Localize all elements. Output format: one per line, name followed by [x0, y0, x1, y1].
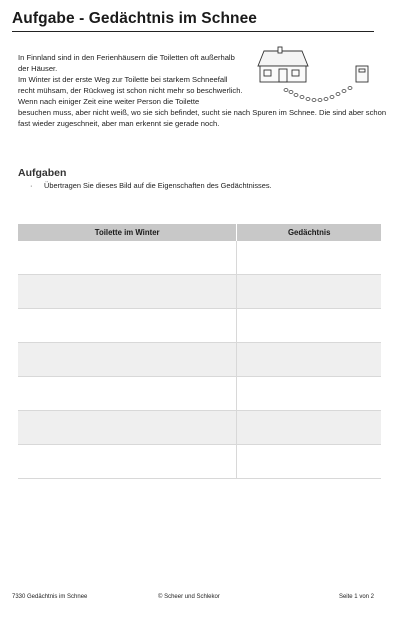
bullet-point: · [30, 181, 33, 190]
table-row [18, 411, 381, 445]
intro-paragraph-1: In Finnland sind in den Ferienhäusern die Toiletten oft außerhalb der Häuser. [18, 53, 235, 73]
table-row [18, 275, 381, 309]
table-row [18, 377, 381, 411]
table-cell[interactable] [18, 377, 237, 411]
table-cell[interactable] [237, 445, 381, 479]
house-icon [258, 47, 308, 82]
table-cell[interactable] [18, 445, 237, 479]
table-row [18, 309, 381, 343]
page-title: Aufgabe - Gedächtnis im Schnee [12, 10, 258, 27]
table-cell[interactable] [18, 309, 237, 343]
title-divider [12, 31, 374, 32]
table-row [18, 343, 381, 377]
house-and-toilet-illustration [252, 44, 382, 110]
comparison-table [18, 224, 381, 479]
table-cell[interactable] [237, 411, 381, 445]
table-cell[interactable] [237, 275, 381, 309]
intro-paragraph-3a: Wenn nach einiger Zeit eine weiter Person die Toilette [18, 97, 200, 106]
footer-page-number: Seite 1 von 2 [338, 594, 374, 600]
footer-document-id: 7330 Gedächtnis im Schnee [12, 594, 88, 600]
snow-footprints-icon [284, 87, 352, 102]
table-cell[interactable] [18, 343, 237, 377]
table-cell[interactable] [237, 241, 381, 275]
tasks-heading: Aufgaben [18, 167, 67, 179]
intro-paragraph-2: Im Winter ist der erste Weg zur Toilette bei starkem Schneefall recht mühsam, der Rückweg ist schon nicht mehr so beschwerlich. [18, 75, 243, 95]
table-cell[interactable] [237, 309, 381, 343]
table-row [18, 445, 381, 479]
intro-paragraph-3b: besuchen muss, aber nicht weiß, wo sie sich befindet, sucht sie nach Spuren im Schnee. Die sind aber schon fast wieder zugeschneit, aber man erkennt sie gerade noch. [18, 108, 387, 128]
table-cell[interactable] [18, 411, 237, 445]
table-cell[interactable] [237, 377, 381, 411]
column-header-toilet: Toilette im Winter [18, 224, 237, 241]
outhouse-icon [356, 66, 368, 82]
table-cell[interactable] [237, 343, 381, 377]
task-text: Übertragen Sie dieses Bild auf die Eigenschaften des Gedächtnisses. [44, 181, 272, 190]
table-cell[interactable] [18, 241, 237, 275]
table-row [18, 241, 381, 275]
table-cell[interactable] [18, 275, 237, 309]
column-header-memory: Gedächtnis [237, 224, 381, 241]
footer-copyright: © Scheer und Schlekor [158, 594, 220, 600]
